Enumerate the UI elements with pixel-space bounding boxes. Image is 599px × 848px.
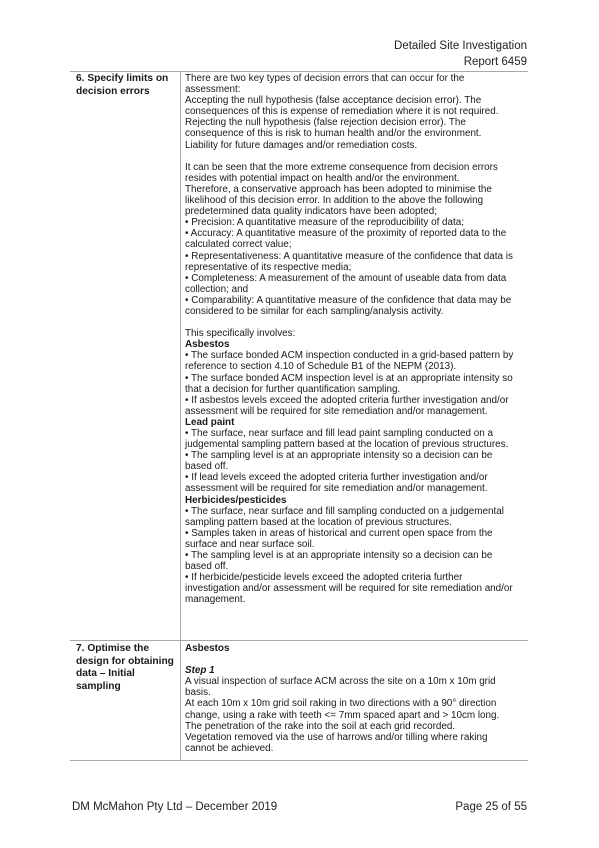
text-line: surface and near surface soil.	[185, 538, 315, 550]
row7-label: 7. Optimise the design for obtaining data – Initial sampling	[76, 643, 174, 692]
text-line: • Completeness: A measurement of the amount of useable data from data	[185, 272, 507, 284]
row-separator	[70, 640, 528, 641]
text-line: assessment will be required for site remediation and/or management.	[185, 405, 488, 417]
text-line: • If lead levels exceed the adopted criteria further investigation and/or	[185, 472, 488, 484]
text-line: Rejecting the null hypothesis (false rejection decision error). The	[185, 117, 466, 129]
text-line: predetermined data quality indicators have been adopted;	[185, 206, 437, 218]
text-line: Vegetation removed via the use of harrows and/or tilling where raking	[185, 731, 488, 743]
text-line: • Comparability: A quantitative measure of the confidence that data may be	[185, 294, 512, 306]
text-line: Therefore, a conservative approach has been adopted to minimise the	[185, 183, 492, 195]
table-top-rule	[70, 71, 528, 72]
text-line: assessment will be required for site remediation and/or management.	[185, 483, 488, 495]
footer-page-number: Page 25 of 55	[455, 801, 527, 813]
footer-company-date: DM McMahon Pty Ltd – December 2019	[72, 801, 278, 813]
lead-paint-heading: Lead paint	[185, 416, 235, 428]
text-line: collection; and	[185, 283, 249, 295]
text-line: judgemental sampling pattern based at the location of previous structures.	[185, 439, 509, 451]
asbestos-heading: Asbestos	[185, 339, 230, 351]
text-line: • The surface bonded ACM inspection level is at an appropriate intensity so	[185, 372, 513, 384]
text-line: Liability for future damages and/or remediation costs.	[185, 139, 418, 151]
text-line: investigation and/or assessment will be required for site remediation and/or	[185, 583, 513, 595]
text-line: based off.	[185, 461, 229, 473]
text-line: reference to section 4.10 of Schedule B1 of the NEPM (2013).	[185, 361, 457, 373]
text-line: The penetration of the rake into the soil at each grid recorded.	[185, 720, 456, 732]
text-line: There are two key types of decision errors that can occur for the	[185, 73, 465, 84]
text-line: A visual inspection of surface ACM across the site on a 10m x 10m grid	[185, 676, 496, 688]
text-line: representative of its respective media;	[185, 261, 352, 273]
text-line: • Representativeness: A quantitative measure of the confidence that data is	[185, 250, 513, 262]
text-line: calculated correct value;	[185, 239, 292, 251]
lead-paint-list	[185, 428, 523, 495]
text-line: • The sampling level is at an appropriate intensity so a decision can be	[185, 550, 493, 562]
text-line: • If asbestos levels exceed the adopted criteria further investigation and/or	[185, 394, 509, 406]
asbestos-list	[185, 350, 523, 417]
text-line: It can be seen that the more extreme consequence from decision errors	[185, 161, 498, 173]
text-line: change, using a rake with teeth <= 7mm spaced apart and > 10cm long.	[185, 709, 500, 721]
decision-errors-paragraph	[185, 73, 523, 151]
text-line: likelihood of this decision error. In addition to the above the following	[185, 195, 484, 207]
text-line: management.	[185, 594, 246, 606]
header-report-number: Report 6459	[463, 56, 527, 68]
header-title: Detailed Site Investigation	[394, 40, 527, 52]
step-1-text	[185, 676, 523, 754]
text-line: Accepting the null hypothesis (false acceptance decision error). The	[185, 95, 482, 107]
text-line: consequence of this is risk to human health and/or the environment.	[185, 128, 482, 140]
text-line: • Accuracy: A quantitative measure of the proximity of reported data to the	[185, 228, 507, 240]
involves-intro: This specifically involves:	[185, 328, 296, 340]
text-line: • If herbicide/pesticide levels exceed the adopted criteria further	[185, 572, 463, 584]
text-line: At each 10m x 10m grid soil raking in two directions with a 90° direction	[185, 698, 497, 710]
table-bottom-rule	[70, 760, 528, 761]
text-line: assessment:	[185, 84, 241, 96]
text-line: sampling pattern based at the location of previous structures.	[185, 516, 452, 528]
text-line: cannot be achieved.	[185, 742, 274, 754]
text-line: basis.	[185, 687, 211, 699]
text-line: • The surface, near surface and fill sampling conducted on a judgemental	[185, 505, 504, 517]
herbicides-pesticides-list	[185, 506, 523, 606]
text-line: consequences of this is expense of remediation where it is not required.	[185, 106, 499, 118]
row6-column-divider	[180, 71, 181, 641]
text-line: based off.	[185, 561, 229, 573]
step-1-heading: Step 1	[185, 665, 215, 677]
text-line: • The surface, near surface and fill lead paint sampling conducted on a	[185, 428, 493, 439]
herbicides-pesticides-heading: Herbicides/pesticides	[185, 494, 287, 506]
text-line: that a decision for further quantification sampling.	[185, 383, 401, 395]
text-line: • Precision: A quantitative measure of the reproducibility of data;	[185, 217, 465, 229]
text-line: considered to be similar for each sampling/analysis activity.	[185, 305, 444, 317]
row6-content	[185, 73, 523, 606]
row7-column-divider	[180, 641, 181, 761]
text-line: • The surface bonded ACM inspection conducted in a grid-based pattern by	[185, 350, 514, 362]
text-line: • The sampling level is at an appropriate intensity so a decision can be	[185, 450, 493, 462]
text-line: resides with potential impact on health and/or the environment.	[185, 172, 460, 184]
row7-asbestos-heading: Asbestos	[185, 643, 230, 654]
text-line: • Samples taken in areas of historical and current open space from the	[185, 527, 493, 539]
row7-content	[185, 643, 523, 754]
row6-label: 6. Specify limits on decision errors	[76, 73, 169, 97]
data-quality-paragraph	[185, 162, 523, 317]
